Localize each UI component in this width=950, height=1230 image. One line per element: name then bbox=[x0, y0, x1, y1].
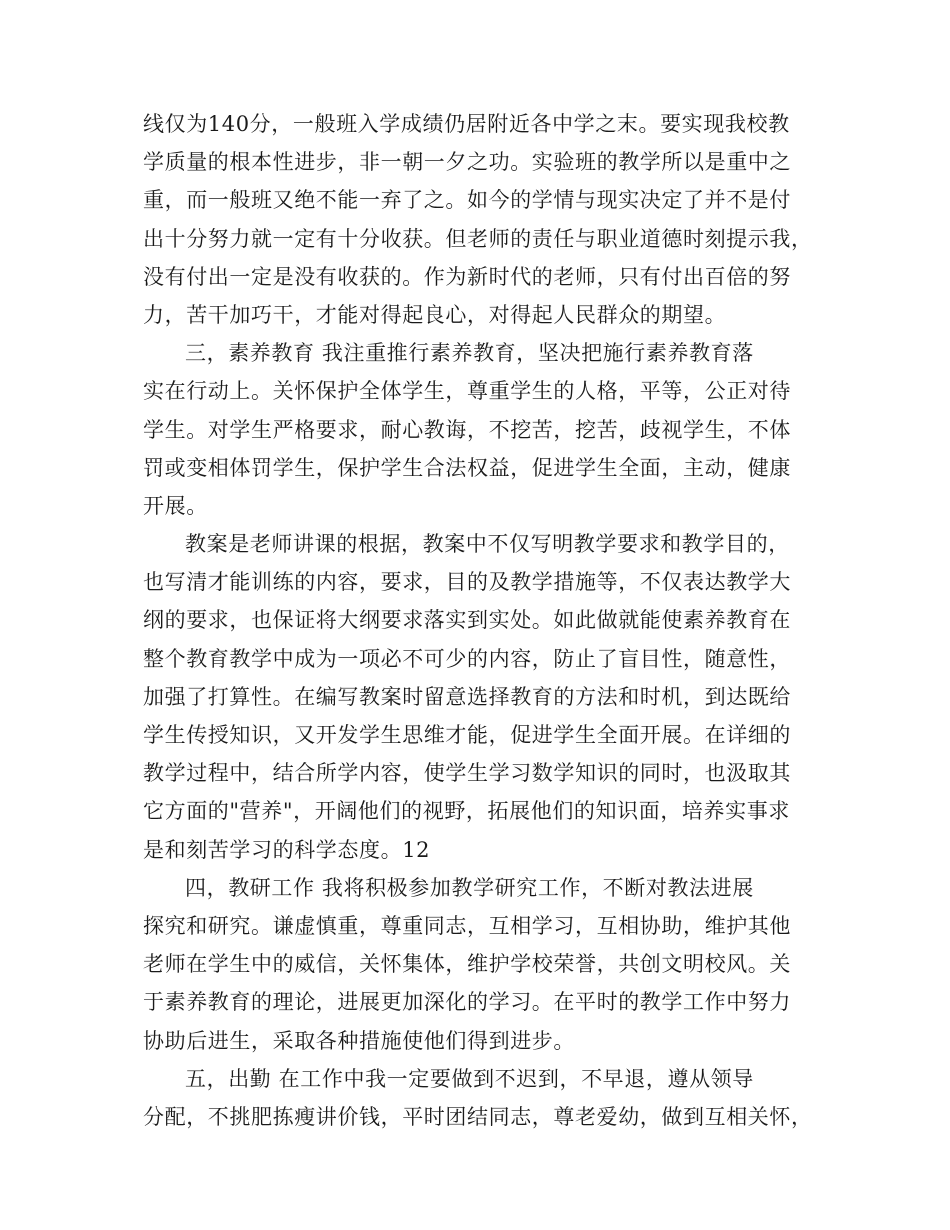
text-line: 力，苦干加巧干，才能对得起良心，对得起人民群众的期望。 bbox=[143, 302, 727, 327]
text-line: 学质量的根本性进步，非一朝一夕之功。实验班的教学所以是重中之 bbox=[143, 150, 791, 175]
text-line: 分配，不挑肥拣瘦讲价钱，平时团结同志，尊老爱幼，做到互相关怀， bbox=[143, 1104, 813, 1129]
section-heading-line: 五，出勤 在工作中我一定要做到不迟到，不早退，遵从领导 bbox=[185, 1066, 754, 1091]
text-line: 它方面的"营养"，开阔他们的视野，拓展他们的知识面，培养实事求 bbox=[143, 799, 790, 824]
text-line: 学生。对学生严格要求，耐心教诲，不挖苦，挖苦，歧视学生，不体 bbox=[143, 417, 791, 442]
text-line: 整个教育教学中成为一项必不可少的内容，防止了盲目性，随意性， bbox=[143, 646, 791, 671]
text-line: 实在行动上。关怀保护全体学生，尊重学生的人格，平等，公正对待 bbox=[143, 379, 791, 404]
text-line: 重，而一般班又绝不能一弃了之。如今的学情与现实决定了并不是付 bbox=[143, 188, 791, 213]
text-line: 线仅为140分，一般班入学成绩仍居附近各中学之末。要实现我校教 bbox=[143, 112, 790, 136]
text-line: 协助后进生，采取各种措施使他们得到进步。 bbox=[143, 1028, 575, 1053]
text-line: 教学过程中，结合所学内容，使学生学习数学知识的同时，也汲取其 bbox=[143, 761, 791, 786]
text-line: 也写清才能训练的内容，要求，目的及教学措施等，不仅表达教学大 bbox=[143, 570, 791, 595]
text-line: 开展。 bbox=[143, 493, 208, 518]
text-line: 是和刻苦学习的科学态度。12 bbox=[143, 837, 431, 862]
text-line: 学生传授知识，又开发学生思维才能，促进学生全面开展。在详细的 bbox=[143, 723, 791, 747]
body-text bbox=[143, 105, 823, 1136]
text-line: 探究和研究。谦虚慎重，尊重同志，互相学习，互相协助，维护其他 bbox=[143, 913, 791, 938]
section-heading-line: 三，素养教育 我注重推行素养教育，坚决把施行素养教育落 bbox=[185, 341, 754, 366]
paragraph-start-line: 教案是老师讲课的根据，教案中不仅写明教学要求和教学目的， bbox=[185, 532, 790, 557]
text-line: 加强了打算性。在编写教案时留意选择教育的方法和时机，到达既给 bbox=[143, 684, 791, 709]
section-heading-line: 四，教研工作 我将积极参加教学研究工作，不断对教法进展 bbox=[185, 875, 754, 900]
text-line: 纲的要求，也保证将大纲要求落实到实处。如此做就能使素养教育在 bbox=[143, 608, 791, 633]
text-line: 没有付出一定是没有收获的。作为新时代的老师，只有付出百倍的努 bbox=[143, 264, 791, 289]
text-line: 罚或变相体罚学生，保护学生合法权益，促进学生全面，主动，健康 bbox=[143, 455, 791, 480]
text-line: 于素养教育的理论，进展更加深化的学习。在平时的教学工作中努力 bbox=[143, 990, 791, 1015]
text-line: 出十分努力就一定有十分收获。但老师的责任与职业道德时刻提示我， bbox=[143, 226, 813, 251]
text-line: 老师在学生中的威信，关怀集体，维护学校荣誉，共创文明校风。关 bbox=[143, 952, 791, 977]
